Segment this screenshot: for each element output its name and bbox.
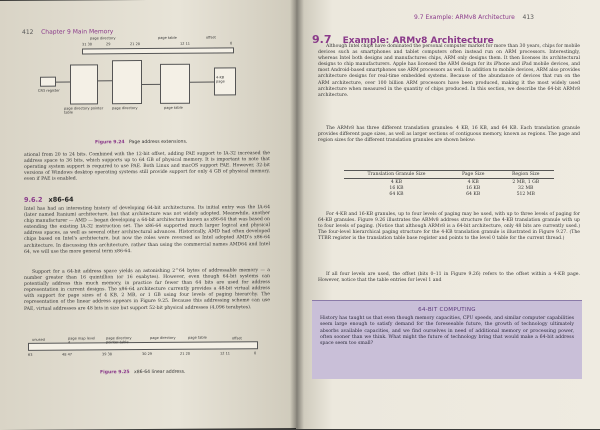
label-offset: offset — [206, 35, 216, 40]
left-paragraph-3: Support for a 64-bit address space yields an astonishing 2^64 bytes of addressable memory — a number greater than 16 quintillion (or 16 exabytes). However, even though 64-bit systems can potentially address this much memory, in practice far fewer than 64 bits are used for address representation in current designs. The x86-64 architecture currently provides a 48-bit virtual address with support for page sizes of 4 KB, 2 MB, or 1 GB using four levels of paging hierarchy. The representation of the linear address appears in Figure 9.25. Because this addressing scheme can use PAE, virtual addresses are 48 bits in size but support 52-bit physical addresses (4,096 terabytes). — [24, 268, 270, 312]
figure-924-caption — [95, 140, 187, 146]
pdpt-box — [70, 64, 98, 104]
table-cell: 64 KB — [389, 191, 404, 197]
table-header: Page Size — [449, 171, 498, 179]
right-paragraph-2: The ARMv8 has three different translation granules: 4 KB, 16 KB, and 64 KB. Each translation granule provides different page sizes, as well as larger sections of contiguous memory, known as regions. The page and region sizes for the different translation granules are shown below: — [318, 126, 580, 144]
left-paragraph-1: ational from 20 to 24 bits. Combined with the 12-bit offset, adding PAE support to IA-32 increased the address space to 36 bits, which supports up to 64 GB of physical memory. It is important to note that operating system support is required to use PAE. Both Linux and macOS support PAE. However, 32-bit versions of Windows desktop operating systems still provide support for only 4 GB of physical memory, even if PAE is enabled. — [24, 151, 270, 183]
figure-924-text: Page address extensions. — [128, 139, 188, 146]
right-section-header: 9.7 Example: ARMv8 Architecture — [414, 14, 515, 21]
sidebar-64-bit-computing — [312, 300, 582, 379]
section-title: Example: ARMv8 Architecture — [342, 36, 494, 46]
right-paragraph-3: For 4-KB and 16-KB granules, up to four levels of paging may be used, with up to three levels of paging for 64-KB granules. Figure 9.26 illustrates the ARMv8 address structure for the 4-KB translation granule with up to four levels of paging. (Notice that although ARMv8 is a 64-bit architecture, only 48 bits are currently used.) The four-level hierarchical paging structure for the 4-KB translation granule is illustrated in Figure 9.27. (The TTBR register is the translation table base register and points to the level 0 table for the current thread.) — [318, 212, 580, 242]
granule-table — [344, 170, 554, 197]
bit-label-31: 31 30 — [82, 42, 93, 47]
bit-label-29: 29 — [106, 42, 111, 47]
pt-label: page table — [164, 105, 183, 110]
bit-63: 63 — [28, 352, 33, 357]
field-pdpt: page directory pointer table — [106, 336, 132, 345]
left-chapter-title: Chapter 9 Main Memory — [41, 28, 114, 36]
field-pt: page table — [188, 335, 207, 340]
field-offset: offset — [232, 336, 242, 341]
left-running-head — [22, 28, 113, 36]
cr3-label: CR3 register — [38, 88, 60, 93]
pt-box — [160, 64, 190, 104]
table-cell: 32 MB — [518, 185, 534, 191]
bit-label-21: 21 20 — [130, 42, 141, 47]
field-unused: unused — [32, 337, 45, 342]
field-pml4: page map level 4 — [68, 336, 96, 345]
section-number: 9.7 — [312, 33, 332, 46]
arrow-pt — [190, 82, 214, 83]
subsection-title: x86-64 — [48, 195, 74, 204]
pd-box — [112, 60, 142, 104]
figure-925-label: Figure 9.25 — [100, 370, 130, 376]
right-paragraph-1: Although Intel chips have dominated the personal computer market for more than 30 years, chips for mobile devices such as smartphones and tablet computers often instead run on ARM processors. Interestingly, whereas Intel both designs and manufactures chips, ARM only designs them. It then licenses its architectural designs to chip manufacturers. Apple has licensed the ARM design for its iPhone and iPad mobile devices, and most Android-based smartphones use ARM processors as well. In addition to mobile devices, ARM also provides architecture designs for real-time embedded systems. Because of the abundance of devices that run on the ARM architecture, over 100 billion ARM processors have been produced, making it the most widely used architecture when measured in the quantity of chips produced. In this section, we describe the 64-bit ARMv8 architecture. — [318, 44, 581, 98]
field-pd: page directory — [150, 335, 176, 340]
bit-39: 39 38 — [102, 352, 113, 357]
right-page-number: 413 — [522, 14, 534, 21]
arrow-pdpt — [98, 80, 112, 81]
arrow-cr3 — [56, 82, 70, 83]
table-row — [344, 191, 554, 197]
pd-label: page directory — [112, 106, 138, 111]
pdpt-label: page directory pointer table — [64, 106, 104, 115]
bit-48: 48 47 — [62, 352, 73, 357]
right-running-head — [414, 14, 534, 21]
table-cell: 2 MB, 1 GB — [512, 179, 540, 185]
arrow-pd — [142, 84, 160, 85]
table-header: Translation Granule Size — [344, 171, 449, 179]
table-cell: 512 MB — [516, 191, 535, 197]
cr3-register-box — [40, 77, 56, 87]
left-page — [0, 0, 296, 430]
linear-address-bar — [28, 341, 258, 351]
label-page-table: page table — [158, 35, 177, 40]
bit-21: 21 20 — [180, 351, 191, 356]
table-cell: 4 KB — [390, 179, 403, 185]
address-bar — [82, 47, 234, 54]
figure-925-caption — [100, 370, 185, 376]
right-page — [296, 0, 600, 429]
table-cell: 16 KB — [389, 185, 404, 191]
figure-page-address-extensions — [30, 35, 260, 133]
right-paragraph-4: If all four levels are used, the offset (bits 0–11 in Figure 9.26) refers to the offset within a 4-KB page. However, notice that the table entries for level 1 and — [318, 272, 580, 284]
figure-924-label: Figure 9.24 — [95, 140, 125, 146]
subsection-number: 9.6.2 — [24, 195, 43, 204]
table-header: Region Size — [497, 171, 554, 179]
sidebar-text: History has taught us that even though memory capacities, CPU speeds, and similar computer capabilities seem large enough to satisfy demand for the foreseeable future, the growth of technology ultimately absorbs available capacities, and we find ourselves in need of additional memory or processing power, often sooner than we think. What might the future of technology bring that would make a 64-bit address space seem too small? — [320, 316, 574, 347]
table-cell: 16 KB — [466, 185, 481, 191]
page-label: 4-KB page — [216, 75, 225, 84]
table-cell: 4 KB — [467, 179, 479, 185]
bit-label-0: 0 — [230, 41, 233, 46]
figure-925-text: x86-64 linear address. — [133, 369, 186, 376]
table-cell: 64 KB — [466, 191, 481, 197]
bit-label-12: 12 11 — [180, 41, 191, 46]
figure-linear-address — [28, 335, 268, 365]
bit-12: 12 11 — [220, 351, 231, 356]
bit-0: 0 — [254, 351, 257, 356]
left-page-number: 412 — [22, 28, 34, 36]
label-page-directory: page directory — [90, 36, 116, 41]
subsection-heading — [24, 196, 74, 204]
sidebar-title: 64-BIT COMPUTING — [418, 307, 476, 313]
book-gutter — [290, 0, 304, 429]
bit-30: 30 29 — [142, 351, 153, 357]
left-paragraph-2: Intel has had an interesting history of developing 64-bit architectures. Its initial entry was the IA-64 (later named Itanium) architecture, but that architecture was not widely adopted. Meanwhile, another chip manufacturer — AMD — began developing a 64-bit architecture known as x86-64 that was based on extending the existing IA-32 instruction set. The x86-64 supported much larger logical and physical address spaces, as well as several other architectural advances. Historically, AMD had often developed chips based on Intel's architecture, but now the roles were reversed as Intel adopted AMD's x86-64 architecture. In discussing this architecture, rather than using the commercial names AMD64 and Intel 64, we will use the more general term x86-64. — [24, 205, 270, 255]
